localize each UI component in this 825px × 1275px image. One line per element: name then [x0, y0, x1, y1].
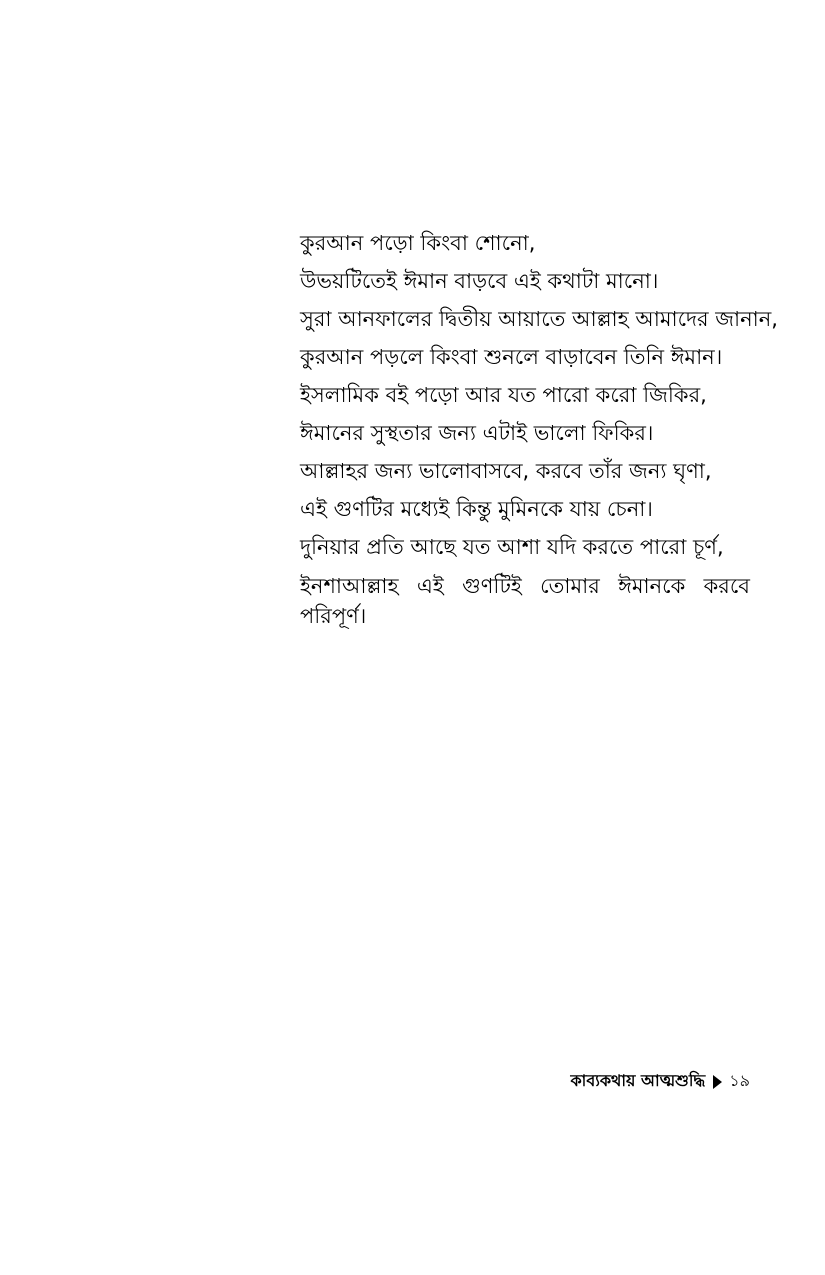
poem-line: ইসলামিক বই পড়ো আর যত পারো করো জিকির,: [300, 383, 707, 407]
poem-line: দুনিয়ার প্রতি আছে যত আশা যদি করতে পারো চূর্ণ,: [300, 535, 724, 559]
poem-body: [300, 224, 778, 631]
page-number: ১৯: [729, 1071, 750, 1090]
poem-line: ইনশাআল্লাহ এই গুণটিই তোমার ঈমানকে করবে পরিপূর্ণ।: [300, 574, 750, 628]
book-title: কাব্যকথায় আত্মশুদ্ধি: [570, 1071, 706, 1090]
page-footer: [450, 1068, 750, 1095]
poem-line: সুরা আনফালের দ্বিতীয় আয়াতে আল্লাহ আমাদের জানান,: [300, 307, 778, 331]
poem-line: এই গুণটির মধ্যেই কিন্তু মুমিনকে যায় চেনা।: [300, 497, 653, 521]
poem-line: ঈমানের সুস্থতার জন্য এটাই ভালো ফিকির।: [300, 421, 654, 445]
poem-line: কুরআন পড়লে কিংবা শুনলে বাড়াবেন তিনি ঈমান।: [300, 345, 723, 369]
poem-line: উভয়টিতেই ঈমান বাড়বে এই কথাটা মানো।: [300, 269, 659, 293]
poem-line: কুরআন পড়ো কিংবা শোনো,: [300, 231, 536, 255]
triangle-right-icon: [713, 1075, 722, 1089]
poem-line: আল্লাহর জন্য ভালোবাসবে, করবে তাঁর জন্য ঘৃণা,: [300, 459, 712, 483]
